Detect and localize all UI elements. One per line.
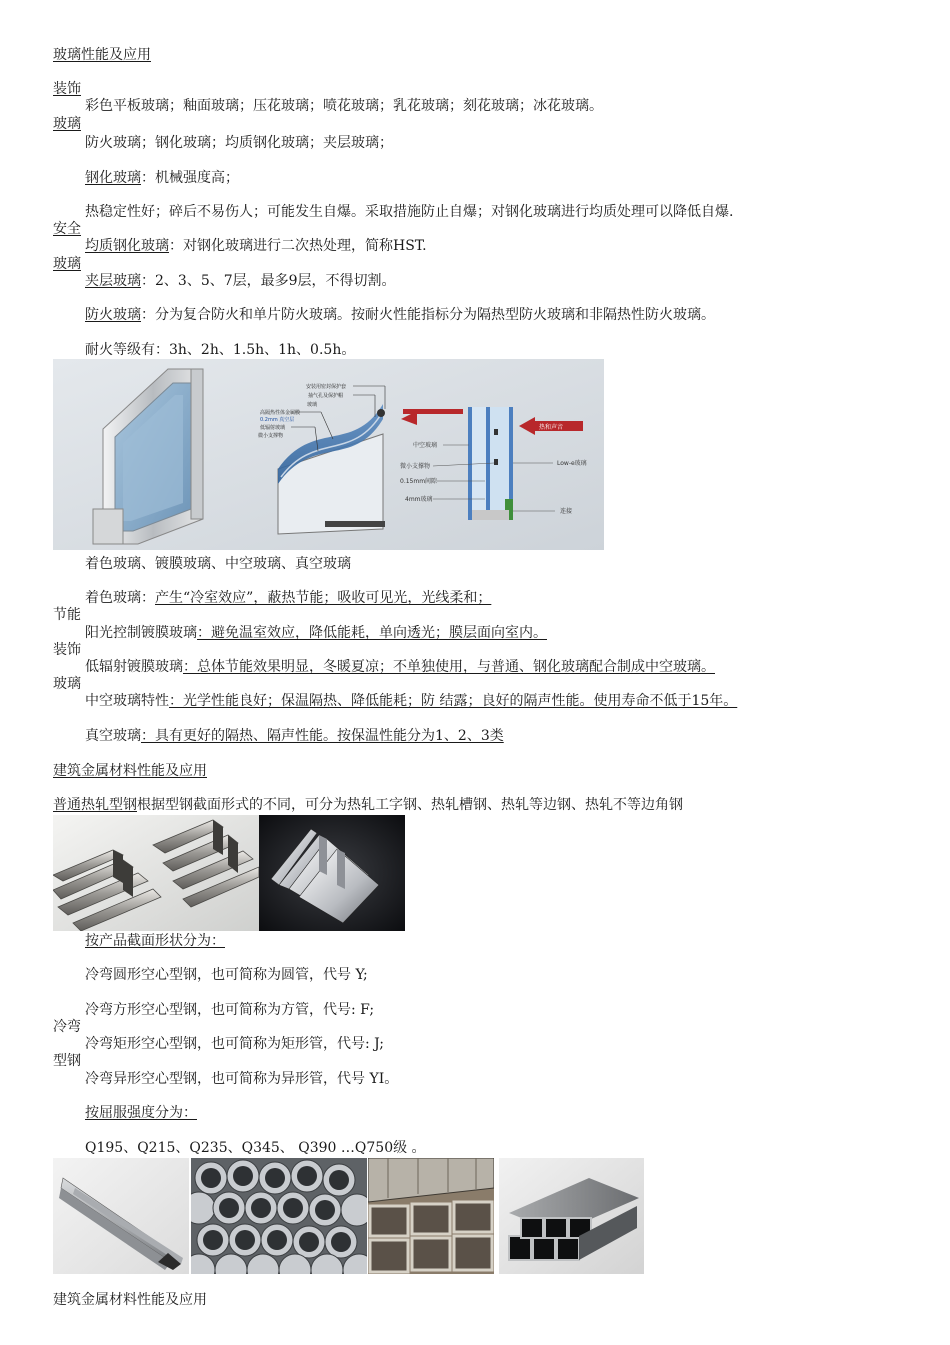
diagram-left-label: 安装用密封保护套	[306, 384, 347, 390]
footer-title-metal: 建筑金属材料性能及应用	[53, 1292, 207, 1308]
tinted-glass-desc: 产生“冷室效应”，蔽热节能；吸收可见光，光线柔和；	[155, 590, 492, 606]
steel-grades: Q195、Q215、Q235、Q345、 Q390 …Q750级 。	[85, 1140, 426, 1156]
safety-glass-types: 防火玻璃；钢化玻璃；均质钢化玻璃；夹层玻璃；	[85, 135, 393, 151]
diagram-left-label: 抽气孔及保护帽	[308, 393, 344, 399]
vacuum-glass-line	[85, 728, 504, 744]
category-label-decorative-2: 玻璃	[53, 116, 81, 132]
lowe-glass-name: 低辐射镀膜玻璃	[85, 659, 183, 675]
laminated-glass-desc: ：2、3、5、7层，最多9层，不得切割。	[141, 273, 396, 289]
diagram-left-label: 低辐射玻璃	[260, 425, 286, 431]
laminated-glass-line	[85, 273, 396, 289]
diagram-left-label: 微小支撑物	[258, 433, 284, 439]
fire-glass-term: 防火玻璃	[85, 307, 141, 323]
diagram-right-label: 0.15mm间隙	[400, 478, 438, 485]
vacuum-glass-name: 真空玻璃	[85, 728, 141, 744]
category-label-safety-2: 玻璃	[53, 256, 81, 272]
diagram-right-label: 中空玻璃	[413, 442, 438, 449]
rect-tube-stack-photo	[499, 1158, 644, 1274]
vacuum-glass-desc: ：具有更好的隔热、隔声性能。按保温性能分为1、2、3类	[141, 728, 504, 744]
category-label-decorative-1: 装饰	[53, 81, 81, 97]
diagram-right-label: 4mm玻璃	[405, 496, 433, 503]
hst-glass-desc: ：对钢化玻璃进行二次热处理，简称HST.	[169, 238, 427, 254]
diagram-arrow-label: 热和声音	[539, 424, 564, 431]
solar-glass-line	[85, 625, 547, 641]
round-tube-bundle-photo	[191, 1158, 367, 1274]
hollow-glass-line	[85, 693, 737, 709]
category-label-energy-1: 节能	[53, 607, 81, 623]
hst-glass-line	[85, 238, 427, 254]
section-title-metal: 建筑金属材料性能及应用	[53, 763, 207, 779]
tinted-glass-line	[85, 590, 491, 606]
tempered-glass-desc: ：机械强度高；	[141, 170, 239, 186]
fire-rating: 耐火等级有：3h、2h、1.5h、1h、0.5h。	[85, 342, 356, 358]
diagram-right-label: 连接	[560, 508, 573, 515]
diagram-right-label: Low-e玻璃	[557, 460, 587, 467]
hot-rolled-steel-desc: 根据型钢截面形式的不同，可分为热轧工字钢、热轧槽钢、热轧等边钢、热轧不等边角钢	[137, 797, 683, 813]
z-section-steel-photo	[53, 1158, 189, 1274]
lowe-glass-line	[85, 659, 715, 675]
hst-glass-term: 均质钢化玻璃	[85, 238, 169, 254]
section-title-glass: 玻璃性能及应用	[53, 47, 151, 63]
diagram-left-label: 高隔热性体金属膜	[260, 410, 301, 416]
diagram-left-label: 玻璃	[307, 402, 318, 408]
hot-rolled-steel-term: 普通热轧型钢	[53, 797, 137, 813]
category-label-energy-3: 玻璃	[53, 676, 81, 692]
category-label-safety-1: 安全	[53, 221, 81, 237]
tinted-glass-name: 着色玻璃：	[85, 590, 155, 606]
hot-rolled-steel-line	[53, 797, 683, 813]
angle-steel-photo-1	[53, 815, 259, 931]
energy-glass-types: 着色玻璃、镀膜玻璃、中空玻璃、真空玻璃	[85, 556, 351, 572]
tempered-glass-line	[85, 170, 239, 186]
by-yield-heading: 按屈服强度分为：	[85, 1105, 197, 1121]
square-tube-stack-photo	[368, 1158, 494, 1274]
cold-formed-square: 冷弯方形空心型钢，也可简称为方管，代号: F;	[85, 1002, 375, 1018]
fire-glass-desc: ：分为复合防火和单片防火玻璃。按耐火性能指标分为隔热型防火玻璃和非隔热性防火玻璃。	[141, 307, 715, 323]
angle-steel-photo-2	[259, 815, 405, 931]
solar-glass-name: 阳光控制镀膜玻璃	[85, 625, 197, 641]
cold-formed-round: 冷弯圆形空心型钢，也可简称为圆管，代号 Y;	[85, 967, 368, 983]
glass-structure-diagram	[53, 359, 604, 550]
hollow-glass-desc: ：光学性能良好；保温隔热、降低能耗；防 结露；良好的隔声性能。使用寿命不低于15年。	[169, 693, 738, 709]
category-label-energy-2: 装饰	[53, 642, 81, 658]
fire-glass-line	[85, 307, 715, 323]
lowe-glass-desc: ：总体节能效果明显，冬暖夏凉；不单独使用，与普通、钢化玻璃配合制成中空玻璃。	[183, 659, 715, 675]
cold-formed-rect: 冷弯矩形空心型钢，也可简称为矩形管，代号: J;	[85, 1036, 384, 1052]
diagram-left-label: 0.2mm 真空层	[260, 417, 295, 423]
hollow-glass-name: 中空玻璃特性	[85, 693, 169, 709]
laminated-glass-term: 夹层玻璃	[85, 273, 141, 289]
by-section-heading: 按产品截面形状分为：	[85, 933, 225, 949]
tempered-glass-desc2: 热稳定性好；碎后不易伤人；可能发生自爆。采取措施防止自爆；对钢化玻璃进行均质处理可以降低自爆.	[85, 204, 734, 220]
diagram-right-label: 微小支撑物	[400, 463, 431, 470]
solar-glass-desc: ：避免温室效应，降低能耗，单向透光；膜层面向室内。	[197, 625, 547, 641]
decorative-glass-items: 彩色平板玻璃；釉面玻璃；压花玻璃；喷花玻璃；乳花玻璃；刻花玻璃；冰花玻璃。	[85, 98, 603, 114]
category-label-cold-2: 型钢	[53, 1053, 81, 1069]
cold-formed-special: 冷弯异形空心型钢，也可简称为异形管，代号 YI。	[85, 1071, 399, 1087]
category-label-cold-1: 冷弯	[53, 1019, 81, 1035]
tempered-glass-term: 钢化玻璃	[85, 170, 141, 186]
